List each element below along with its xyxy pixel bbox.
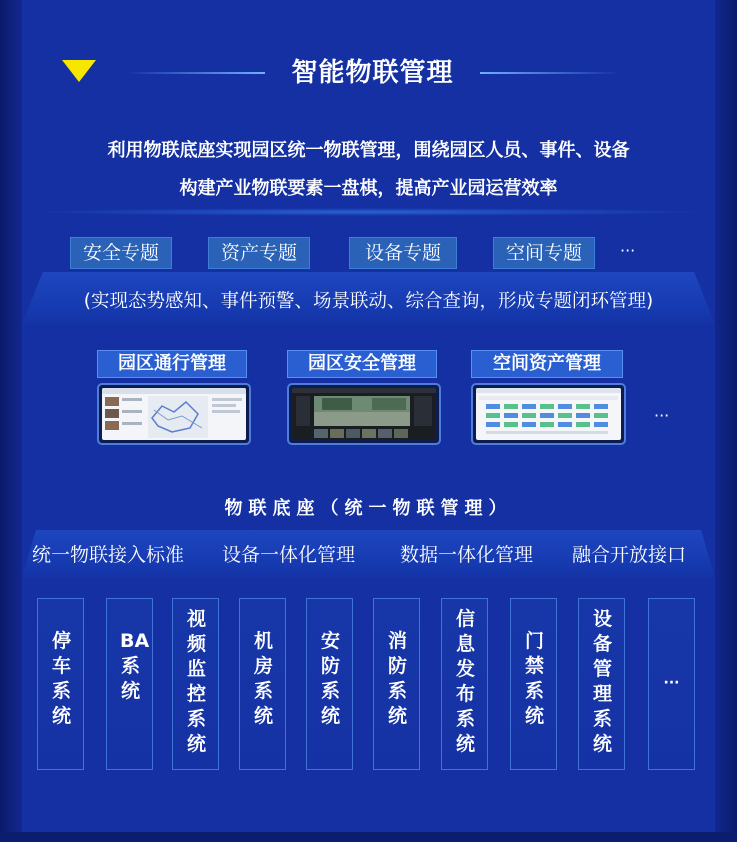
system-server-room[interactable] [239, 598, 286, 770]
triangle-down-icon [62, 60, 96, 82]
header-line-left [125, 72, 265, 74]
system-parking[interactable] [37, 598, 84, 770]
topic-devices[interactable]: 设备专题 [349, 237, 457, 269]
system-label: 安防系统 [320, 630, 340, 727]
app-more: ··· [654, 406, 670, 425]
topic-note: (实现态势感知、事件预警、场景联动、综合查询，形成专题闭环管理) [83, 291, 654, 312]
feature-item: 设备一体化管理 [222, 544, 356, 566]
platform-title: 物联底座（统一物联管理） [224, 498, 513, 519]
feature-item: 数据一体化管理 [400, 544, 534, 566]
system-security[interactable] [306, 598, 353, 770]
header-line-right [480, 72, 620, 74]
system-label: 门禁系统 [524, 630, 544, 727]
system-info-release[interactable] [441, 598, 488, 770]
section-title: 智能物联管理 [291, 58, 454, 88]
system-label: 设备管理系统 [592, 608, 612, 755]
video-thumbnail [292, 388, 436, 440]
app-screenshot [471, 383, 626, 445]
topic-safety[interactable]: 安全专题 [70, 237, 172, 269]
app-label: 园区安全管理 [287, 350, 437, 378]
app-label: 空间资产管理 [471, 350, 623, 378]
system-more [648, 598, 695, 770]
system-device-mgmt[interactable] [578, 598, 625, 770]
topic-assets[interactable]: 资产专题 [208, 237, 310, 269]
system-label: 消防系统 [387, 630, 407, 727]
intro-text [0, 132, 737, 208]
system-access-control[interactable] [510, 598, 557, 770]
system-label: 视频监控系统 [186, 608, 206, 755]
system-label: 信息发布系统 [455, 608, 475, 755]
app-label: 园区通行管理 [97, 350, 247, 378]
intro-line-2: 构建产业物联要素一盘棋，提高产业园运营效率 [179, 178, 558, 199]
system-video[interactable] [172, 598, 219, 770]
system-ba[interactable] [106, 598, 153, 770]
system-list [0, 598, 737, 772]
system-label: 机房系统 [253, 630, 273, 727]
topic-list [0, 237, 737, 269]
dashboard-thumbnail [476, 388, 621, 440]
app-list [0, 350, 737, 450]
feature-item: 统一物联接入标准 [32, 544, 185, 566]
system-label: BA系统 [120, 630, 150, 702]
topic-space[interactable]: 空间专题 [493, 237, 595, 269]
app-screenshot [97, 383, 251, 445]
divider-glow [22, 208, 715, 216]
bottom-border [0, 832, 737, 842]
system-more-label: ··· [663, 675, 680, 691]
intro-line-1: 利用物联底座实现园区统一物联管理，围绕园区人员、事件、设备 [107, 140, 630, 161]
feature-list [26, 539, 711, 571]
app-screenshot [287, 383, 441, 445]
section-header [0, 48, 737, 94]
topic-more: ··· [620, 241, 636, 260]
system-fire[interactable] [373, 598, 420, 770]
map-thumbnail [102, 388, 246, 440]
feature-item: 融合开放接口 [572, 544, 687, 566]
system-label: 停车系统 [51, 630, 71, 727]
